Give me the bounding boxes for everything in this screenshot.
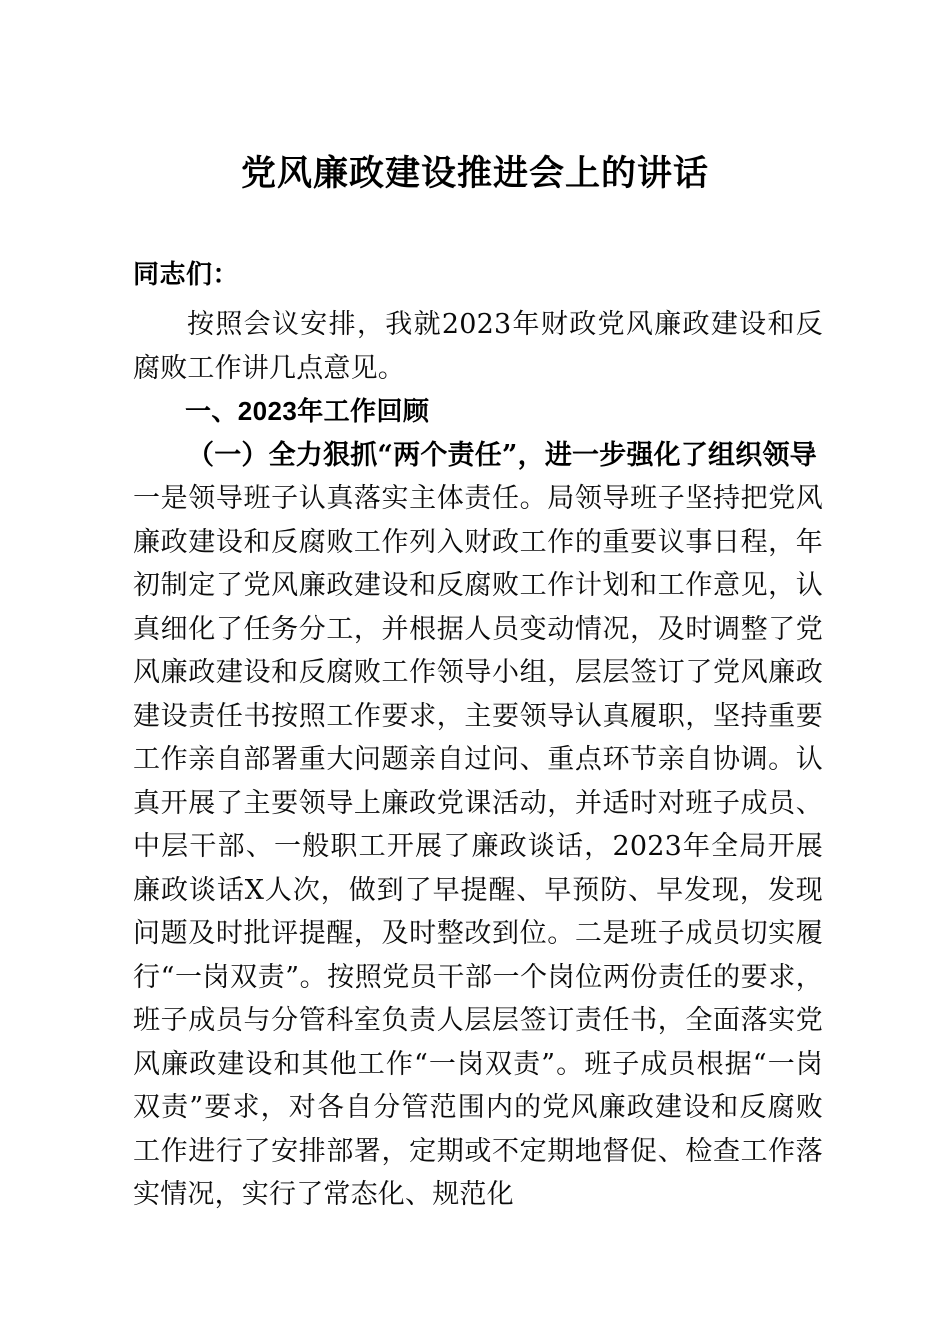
section-subheading-1: （一）全力狠抓“两个责任”，进一步强化了组织领导 — [187, 439, 817, 471]
page-title: 党风廉政建设推进会上的讲话 — [240, 153, 709, 194]
salutation: 同志们： — [133, 259, 240, 289]
document-body — [133, 303, 823, 1217]
section-body-1: 一是领导班子认真落实主体责任。局领导班子坚持把党风廉政建设和反腐败工作列入财政工作的重要议事日程，年初制定了党风廉政建设和反腐败工作计划和工作意见，认真细化了任务分工，并根据人员变动情况，及时调整了党风廉政建设和反腐败工作领导小组，层层签订了党风廉政建设责任书按照工作要求，主要领导认真履职，坚持重要工作亲自部署重大问题亲自过问、重点环节亲自协调。认真开展了主要领导上廉政党课活动，并适时对班子成员、中层干部、一般职工开展了廉政谈话，2023年全局开展廉政谈话X人次，做到了早提醒、早预防、早发现，发现问题及时批评提醒，及时整改到位。二是班子成员切实履行“一岗双责”。按照党员干部一个岗位两份责任的要求，班子成员与分管科室负责人层层签订责任书，全面落实党风廉政建设和其他工作“一岗双责”。班子成员根据“一岗双责”要求，对各自分管范围内的党风廉政建设和反腐败工作进行了安排部署，定期或不定期地督促、检查工作落实情况，实行了常态化、规范化 — [133, 483, 823, 1210]
section-heading-1: 一、2023年工作回顾 — [185, 396, 430, 426]
opening-paragraph: 按照会议安排，我就2023年财政党风廉政建设和反腐败工作讲几点意见。 — [133, 309, 823, 384]
